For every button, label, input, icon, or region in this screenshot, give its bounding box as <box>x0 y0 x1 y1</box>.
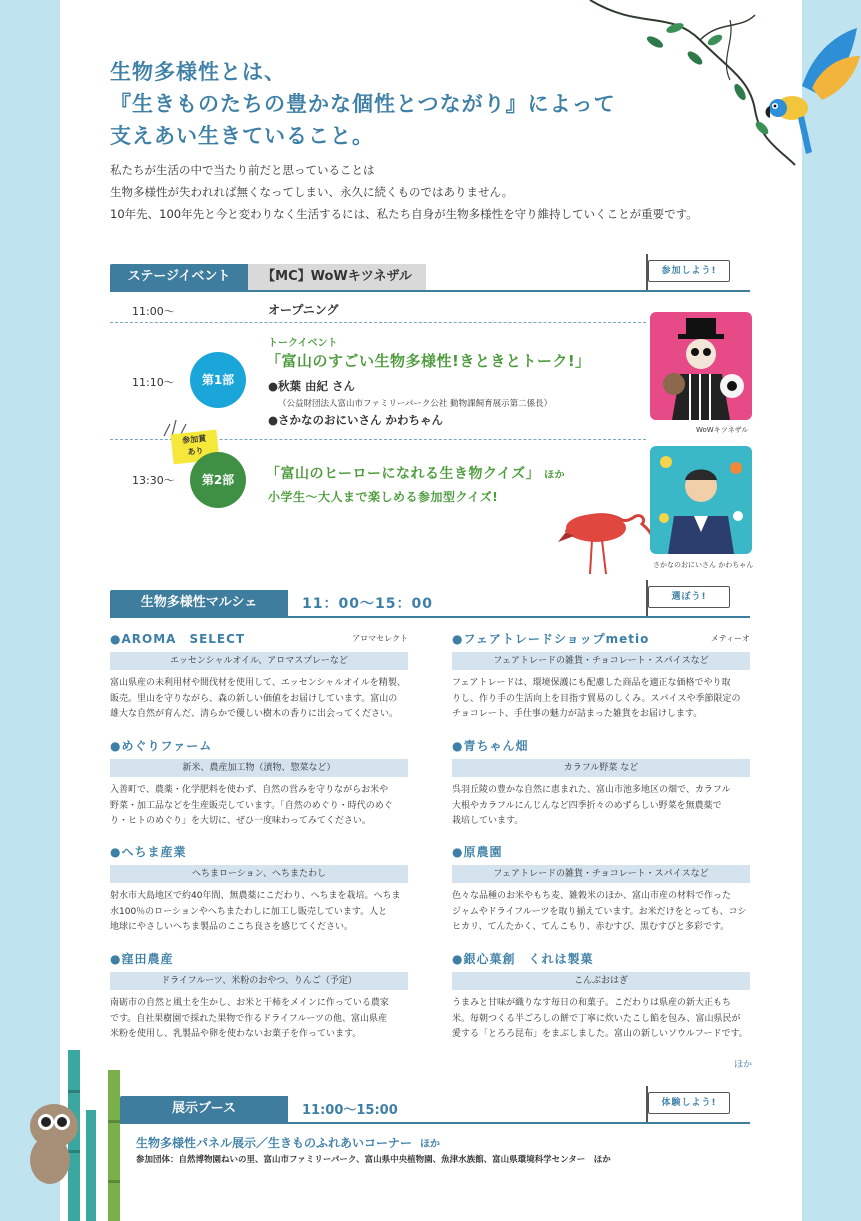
shop-desc-line: 栽培しています。 <box>452 816 524 826</box>
opening-time: 11:00～ <box>132 305 175 318</box>
shop-desc-line: 入善町で、農薬・化学肥料を使わず、自然の営みを守りながらお米や <box>110 785 389 795</box>
shop-desc-line: 水100％のローションやへちまたわしに加工し販売しています。人と <box>110 906 388 917</box>
shop-name: ●へちま産業 <box>110 845 187 859</box>
part2-title <box>266 463 565 483</box>
shop-tag: へちまローション、へちまたわし <box>110 865 408 883</box>
shop-desc-line: りし、作り手の生活向上を目指す貿易のしくみ。スパイスや季節限定の <box>452 693 741 704</box>
booth-tab: 展示ブース <box>120 1096 288 1122</box>
shop-name: ●めぐりファーム <box>110 739 213 753</box>
shop-desc-line: 呉羽丘陵の豊かな自然に恵まれた、富山市池多地区の畑で、カラフル <box>452 785 731 795</box>
mc-photo <box>650 312 752 420</box>
part1-speaker2: ●さかなのおにいさん かわちゃん <box>268 413 444 427</box>
stage-event-tab: ステージイベント <box>110 264 248 290</box>
prize-line1: 参加賞 <box>181 433 207 446</box>
opening-label: オープニング <box>268 303 339 317</box>
shop-desc-line: うまみと甘味が織りなす毎日の和菓子。こだわりは県産の新大正もち <box>452 998 732 1008</box>
shop-desc-line: 米粉を使用し、乳製品や卵を使わないお菓子を作っています。 <box>110 1029 362 1039</box>
shop-name: ●原農園 <box>452 845 503 859</box>
prize-line2: あり <box>187 446 204 457</box>
guest-photo-caption: さかなのおにいさん かわちゃん <box>653 561 754 569</box>
booth-groups: 参加団体：自然博物園ねいの里、富山市ファミリーパーク、富山県中央植物園、魚津水族館、富山県環境科学センター ほか <box>136 1155 611 1165</box>
shop-desc-line: 大根やカラフルにんじんなど四季折々のめずらしい野菜を無農薬で <box>452 800 722 811</box>
shop-tag: エッセンシャルオイル、アロマスプレーなど <box>110 652 408 670</box>
choose-flag: 選ぼう! <box>648 586 730 608</box>
shop-desc-line: です。自社果樹園で採れた果物で作るドライフルーツの他、富山県産 <box>110 1013 388 1024</box>
headline-line2: 『生きものたちの豊かな個性とつながり』によって <box>110 92 616 116</box>
join-flag: 参加しよう! <box>648 260 730 282</box>
shop-name: ●窪田農産 <box>110 952 174 966</box>
shop-desc-line: フェアトレードは、環境保護にも配慮した商品を適正な価格でやり取 <box>452 678 731 688</box>
shop-tag: ドライフルーツ、米粉のおやつ、りんご（予定） <box>110 972 408 990</box>
flyer-page <box>60 0 802 1221</box>
shop-desc-line: 色々な品種のお米やもち麦、雑穀米のほか、富山市産の材料で作った <box>452 891 732 901</box>
booth-divider <box>120 1122 750 1124</box>
booth-time: 11:00～15:00 <box>302 1103 398 1118</box>
shop-desc-line: 愛する「とろろ昆布」をまぶしました。富山の新しいソウルフードです。 <box>452 1029 748 1039</box>
part2-title-text: 「富山のヒーローになれる生き物クイズ」 <box>266 466 541 482</box>
stage-divider <box>110 290 750 292</box>
shop-tag: フェアトレードの雑貨・チョコレート・スパイスなど <box>452 865 750 883</box>
shop-desc-line: 地球にやさしいへちま製品のここち良さを感じてください。 <box>110 922 354 932</box>
intro-line2: 生物多様性が失われれば無くなってしまい、永久に続くものではありません。 <box>110 185 514 199</box>
part2-time: 13:30～ <box>132 474 175 487</box>
part1-title: 「富山のすごい生物多様性!きときとトーク!」 <box>266 352 591 370</box>
intro-line3: 10年先、100年先と今と変わりなく生活するには、私たち自身が生物多様性を守り維持していくことが重要です。 <box>110 207 698 221</box>
part1-kicker: トークイベント <box>268 338 338 349</box>
shop-desc-line: 野菜・加工品などを生産販売しています。「自然のめぐり・時代のめぐ <box>110 800 393 811</box>
shop-name: ●銀心菓創 くれは製菓 <box>452 952 594 966</box>
shop-desc-line: チョコレート、手仕事の魅力が詰まった雑貨をお届けします。 <box>452 709 703 719</box>
shop-name: ●フェアトレードショップmetio <box>452 632 650 646</box>
part2-subtitle: 小学生～大人まで楽しめる参加型クイズ! <box>268 490 499 504</box>
shop-tag: カラフル野菜 など <box>452 759 750 777</box>
shop-desc-line: 販売。里山を守りながら、森の新しい価値をお届けしています。富山の <box>110 693 398 704</box>
mc-photo-caption: WoWキツネザル <box>696 426 749 434</box>
macaw-illustration <box>762 26 861 156</box>
mc-label: 【MC】WoWキツネザル <box>248 264 426 290</box>
marche-divider <box>110 616 750 618</box>
part1-badge: 第1部 <box>190 352 246 408</box>
scarlet-ibis-illustration <box>556 492 656 576</box>
shop-tag: こんぶおはぎ <box>452 972 750 990</box>
headline-line1: 生物多様性とは、 <box>110 60 286 84</box>
part1-speaker1: ●秋葉 由紀 さん <box>268 379 356 393</box>
part1-speaker1-org: （公益財団法人富山市ファミリーパーク公社 動物課飼育展示第二係長） <box>278 399 553 409</box>
guest-photo <box>650 446 752 554</box>
shop-desc-line: 雄大な自然が育んだ、清らかで優しい樹木の香りに出会ってください。 <box>110 709 399 719</box>
shop-desc-line: ヒカリ、てんたかく、てんこもり、赤むすび、黒むすびと多彩です。 <box>452 922 730 932</box>
shop-tag: 新米、農産加工物（漬物、惣菜など） <box>110 759 408 777</box>
booth-title <box>136 1134 440 1151</box>
shop-ruby: アロマセレクト <box>352 634 408 643</box>
bamboo-tarsier-illustration <box>20 1050 140 1221</box>
booth-title-suffix: ほか <box>420 1139 441 1150</box>
marche-etc: ほか <box>734 1060 753 1070</box>
headline-line3: 支えあい生きていること。 <box>110 124 374 148</box>
shop-desc-line: 南砺市の自然と風土を生かし、お米と干柿をメインに作っている農家 <box>110 998 389 1008</box>
booth-title-text: 生物多様性パネル展示／生きものふれあいコーナー <box>136 1136 413 1150</box>
dash-divider <box>110 322 646 323</box>
marche-time: 11：00～15：00 <box>302 596 433 612</box>
intro-line1: 私たちが生活の中で当たり前だと思っていることは <box>110 163 375 177</box>
shop-desc-line: 米。毎朝つくる半ごろしの餅で丁寧に炊いたこし餡を包み、富山県民が <box>452 1013 741 1024</box>
shop-tag: フェアトレードの雑貨・チョコレート・スパイスなど <box>452 652 750 670</box>
shop-desc-line: 射水市大島地区で約40年間、無農薬にこだわり、へちまを栽培。へちま <box>110 891 401 901</box>
shop-desc-line: り・ヒトのめぐり」を大切に、ぜひ一度味わってみてください。 <box>110 816 371 826</box>
marche-tab: 生物多様性マルシェ <box>110 590 288 616</box>
shop-name: ●青ちゃん畑 <box>452 739 529 753</box>
part1-time: 11:10～ <box>132 376 175 389</box>
shop-desc-line: ジャムやドライフルーツを取り揃えています。お米だけをとっても、コシ <box>452 906 747 917</box>
part2-title-suffix: ほか <box>544 470 566 481</box>
shop-desc-line: 富山県産の未利用材や間伐材を使用して、エッセンシャルオイルを精製、 <box>110 678 406 688</box>
experience-flag: 体験しよう! <box>648 1092 730 1114</box>
part2-badge: 第2部 <box>190 452 246 508</box>
shop-name: ●AROMA SELECT <box>110 632 246 646</box>
shop-ruby: メティーオ <box>710 634 750 643</box>
